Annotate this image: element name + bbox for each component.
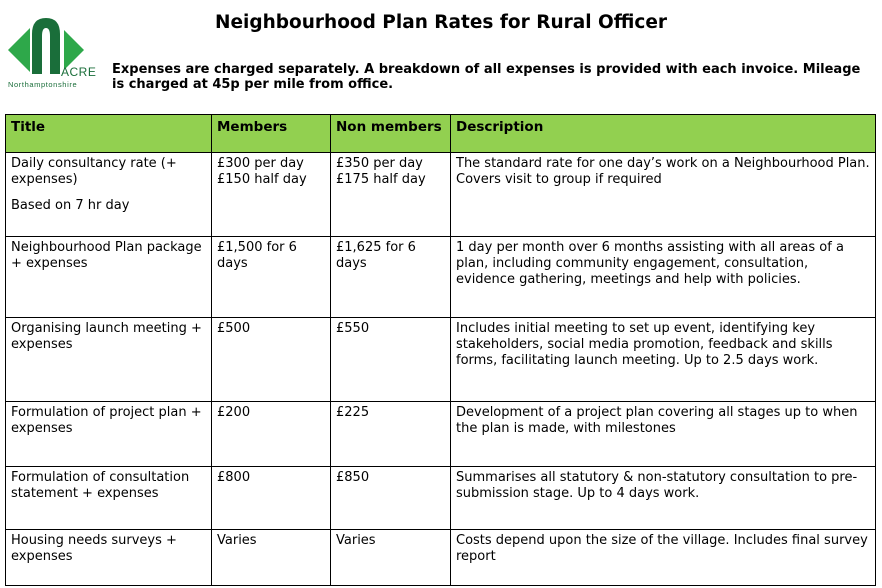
row-title-cell (6, 153, 212, 237)
members-price: £200 (212, 402, 331, 467)
non-members-price: £1,625 for 6 days (331, 237, 451, 318)
logo-acre-text: ACRE (61, 65, 97, 79)
row-title: Neighbourhood Plan package + expenses (6, 237, 212, 318)
table-header-row (6, 115, 876, 153)
row-title: Organising launch meeting + expenses (6, 318, 212, 402)
non-members-price: £350 per day (336, 156, 423, 171)
header-title: Title (6, 115, 212, 153)
table-row (6, 530, 876, 586)
non-members-price: £850 (331, 467, 451, 530)
row-title: Formulation of consultation statement + expenses (6, 467, 212, 530)
logo-region-text: Northamptonshire (8, 80, 78, 89)
members-price: £150 half day (217, 172, 307, 187)
header-members: Members (212, 115, 331, 153)
row-title: Housing needs surveys + expenses (6, 530, 212, 586)
table-row (6, 467, 876, 530)
rates-table (5, 114, 876, 586)
description-cell: The standard rate for one day’s work on a Neighbourhood Plan. Covers visit to group if required (451, 153, 876, 237)
non-members-price: £225 (331, 402, 451, 467)
members-price: £1,500 for 6 days (212, 237, 331, 318)
description-cell: Costs depend upon the size of the village. Includes final survey report (451, 530, 876, 586)
row-title: Daily consultancy rate (+ expenses) (11, 156, 177, 187)
row-title-note: Based on 7 hr day (11, 198, 130, 213)
row-title: Formulation of project plan + expenses (6, 402, 212, 467)
description-cell: Includes initial meeting to set up event, identifying key stakeholders, social media promotion, feedback and skills forms, facilitating launch meeting. Up to 2.5 days work. (451, 318, 876, 402)
description-cell: 1 day per month over 6 months assisting with all areas of a plan, including community engagement, consultation, evidence gathering, meetings and help with policies. (451, 237, 876, 318)
members-price: Varies (212, 530, 331, 586)
header-non-members: Non members (331, 115, 451, 153)
table-row (6, 237, 876, 318)
description-cell: Summarises all statutory & non-statutory consultation to pre-submission stage. Up to 4 days work. (451, 467, 876, 530)
table-row (6, 153, 876, 237)
non-members-price: £175 half day (336, 172, 426, 187)
intro-text: Expenses are charged separately. A breakdown of all expenses is provided with each invoice. Mileage is charged at 45p per mile from office. (112, 62, 861, 92)
table-row (6, 402, 876, 467)
header-description: Description (451, 115, 876, 153)
members-price: £500 (212, 318, 331, 402)
non-members-price: Varies (331, 530, 451, 586)
non-members-cell (331, 153, 451, 237)
members-price: £800 (212, 467, 331, 530)
members-price: £300 per day (217, 156, 304, 171)
page-title: Neighbourhood Plan Rates for Rural Officer (215, 12, 667, 33)
description-cell: Development of a project plan covering all stages up to when the plan is made, with milestones (451, 402, 876, 467)
non-members-price: £550 (331, 318, 451, 402)
table-row (6, 318, 876, 402)
members-cell (212, 153, 331, 237)
